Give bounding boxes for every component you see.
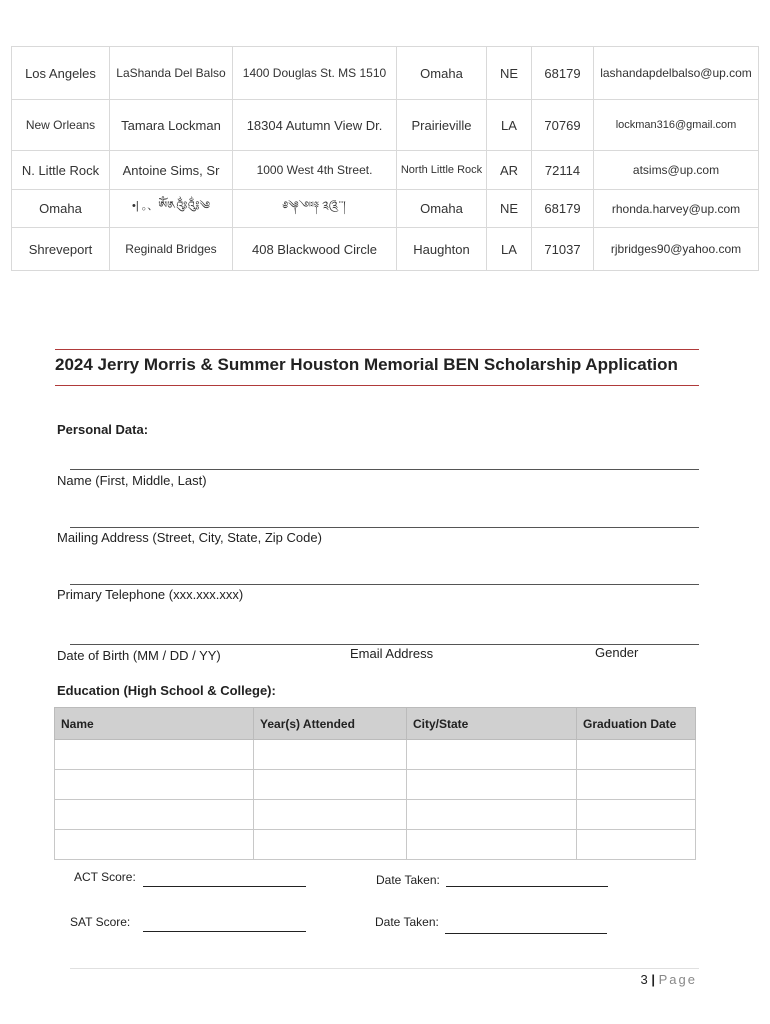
telephone-field[interactable] — [70, 584, 699, 585]
dob-label: Date of Birth (MM / DD / YY) — [57, 648, 221, 663]
sat-date-taken-label: Date Taken: — [375, 915, 439, 929]
table-cell[interactable] — [407, 740, 577, 770]
column-header-name: Name — [55, 708, 254, 740]
table-cell[interactable] — [55, 830, 254, 860]
telephone-label: Primary Telephone (xxx.xxx.xxx) — [57, 587, 244, 602]
mailing-address-field[interactable] — [70, 527, 699, 528]
page-title: 2024 Jerry Morris & Summer Houston Memorial BEN Scholarship Application — [55, 355, 678, 374]
street-cell: 1400 Douglas St. MS 1510 — [233, 47, 397, 100]
title-bottom-rule — [55, 385, 699, 386]
sat-date-taken-field[interactable] — [445, 933, 607, 934]
contact-city-cell: Omaha — [397, 47, 487, 100]
sat-score-label: SAT Score: — [70, 915, 131, 929]
contact-city-cell: Prairieville — [397, 100, 487, 151]
table-cell[interactable] — [407, 830, 577, 860]
act-date-taken-label: Date Taken: — [376, 873, 440, 887]
email-cell: lockman316@gmail.com — [594, 100, 759, 151]
gender-label: Gender — [595, 645, 639, 660]
column-header-city-state: City/State — [407, 708, 577, 740]
table-row — [55, 770, 696, 800]
state-cell: NE — [487, 47, 532, 100]
zip-cell: 68179 — [532, 190, 594, 228]
city-cell: Los Angeles — [12, 47, 110, 100]
street-cell: 408 Blackwood Circle — [233, 228, 397, 271]
state-cell: NE — [487, 190, 532, 228]
zip-cell: 71037 — [532, 228, 594, 271]
column-header-graduation-date: Graduation Date — [577, 708, 696, 740]
table-cell[interactable] — [254, 800, 407, 830]
table-cell[interactable] — [55, 800, 254, 830]
table-cell[interactable] — [577, 740, 696, 770]
table-row — [55, 800, 696, 830]
table-cell[interactable] — [55, 770, 254, 800]
contact-city-cell: Omaha — [397, 190, 487, 228]
education-heading: Education (High School & College): — [57, 683, 276, 698]
table-row — [12, 228, 759, 271]
street-cell: 1000 West 4th Street. — [233, 151, 397, 190]
table-row — [12, 47, 759, 100]
column-header-years: Year(s) Attended — [254, 708, 407, 740]
city-cell: Omaha — [12, 190, 110, 228]
email-cell: rjbridges90@yahoo.com — [594, 228, 759, 271]
footer-rule — [70, 968, 699, 969]
street-cell: ༅༆༇༈ ༉༊་༌། — [233, 190, 397, 228]
email-cell: rhonda.harvey@up.com — [594, 190, 759, 228]
table-cell[interactable] — [577, 830, 696, 860]
table-cell[interactable] — [55, 740, 254, 770]
personal-data-heading: Personal Data: — [57, 422, 149, 437]
contact-city-cell: Haughton — [397, 228, 487, 271]
table-cell[interactable] — [254, 830, 407, 860]
email-cell: lashandapdelbalso@up.com — [594, 47, 759, 100]
table-cell[interactable] — [254, 740, 407, 770]
education-header-row — [55, 708, 696, 740]
zip-cell: 68179 — [532, 47, 594, 100]
email-cell: atsims@up.com — [594, 151, 759, 190]
table-cell[interactable] — [407, 800, 577, 830]
city-cell: New Orleans — [12, 100, 110, 151]
contact-name-cell: Reginald Bridges — [110, 228, 233, 271]
email-label: Email Address — [350, 646, 434, 661]
table-row — [55, 740, 696, 770]
table-row — [55, 830, 696, 860]
act-date-taken-field[interactable] — [446, 886, 608, 887]
page-word: Page — [658, 972, 697, 987]
footer-separator: | — [651, 972, 655, 987]
zip-cell: 70769 — [532, 100, 594, 151]
contact-name-cell: Tamara Lockman — [110, 100, 233, 151]
contact-name-cell: Antoine Sims, Sr — [110, 151, 233, 190]
page-footer — [641, 972, 698, 987]
sat-score-field[interactable] — [143, 931, 306, 932]
mailing-address-label: Mailing Address (Street, City, State, Zip Code) — [57, 530, 322, 545]
city-cell: Shreveport — [12, 228, 110, 271]
contact-name-cell: LaShanda Del Balso — [110, 47, 233, 100]
page-number: 3 — [640, 972, 648, 987]
table-cell[interactable] — [407, 770, 577, 800]
act-score-field[interactable] — [143, 886, 306, 887]
city-cell: N. Little Rock — [12, 151, 110, 190]
title-top-rule — [55, 349, 699, 350]
state-cell: AR — [487, 151, 532, 190]
education-table — [54, 707, 696, 860]
state-cell: LA — [487, 100, 532, 151]
table-cell[interactable] — [577, 770, 696, 800]
table-row — [12, 190, 759, 228]
street-cell: 18304 Autumn View Dr. — [233, 100, 397, 151]
name-field[interactable] — [70, 469, 699, 470]
contact-name-cell: •| 。、ༀ༁༂༃༄ — [110, 190, 233, 228]
state-cell: LA — [487, 228, 532, 271]
contacts-table — [11, 46, 759, 271]
contact-city-cell: North Little Rock — [397, 151, 487, 190]
act-score-label: ACT Score: — [74, 870, 136, 884]
table-row — [12, 151, 759, 190]
name-label: Name (First, Middle, Last) — [57, 473, 207, 488]
zip-cell: 72114 — [532, 151, 594, 190]
table-cell[interactable] — [254, 770, 407, 800]
table-cell[interactable] — [577, 800, 696, 830]
table-row — [12, 100, 759, 151]
